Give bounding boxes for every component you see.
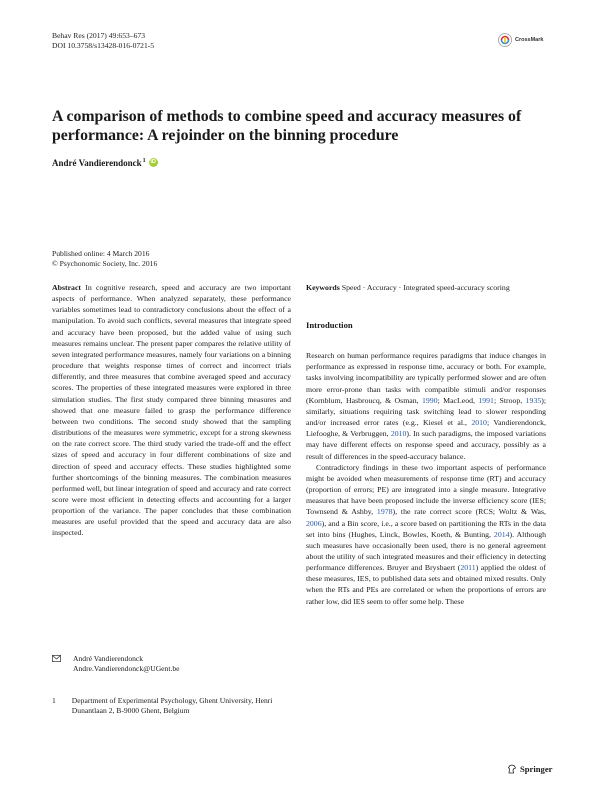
text-run: ), and a Bin score, i.e., a score based on partitioning the RTs in the data set into bins (Hughes, Linck, Bowles, Koeth, & Bunting, (306, 518, 546, 539)
right-column (306, 282, 546, 607)
text-run: ). Although such measures have occasionally been used, there is no general agreement about the utility of such integrated measures and their efficiency in detecting performance differences. Bruyer and Brysbaert ( (306, 529, 546, 573)
abstract-text: In cognitive research, speed and accuracy are two important aspects of performance. When analyzed separately, these performance variables sometimes lead to contradictory conclusions about the effect of a manipulation. To avoid such conflicts, several measures that integrate speed and accuracy have been proposed, but the added value of using such measures remains unclear. The present paper compares the relative utility of seven integrated performance measures, namely four variations on a binning procedure that weights response times of correct and incorrect trials differently, and three measures that combine averaged speed and accuracy scores. The properties of these integrated measures were explored in three simulation studies. The first study compared three binning measures and showed that one measure failed to grasp the performance difference between two conditions. The second study showed that the sampling distributions of the measures were symmetric, except for a strong skewness on the rate correct score. The third study varied the trade-off and the effect sizes of speed and accuracy in four different combinations of size and direction of speed and accuracy effects. These studies highlighted some further shortcomings of the binning measures. The combination measures performed well, but linear integration of speed and accuracy and rate correct score were most efficient in detecting effects and accounting for a larger proportion of the variance. The paper concludes that these combination measures are useful provided that the speed and accuracy data are also inspected. (52, 283, 291, 538)
citation-link[interactable]: 1990 (421, 395, 438, 405)
affiliation-text: Department of Experimental Psychology, Ghent University, Henri Dunantlaan 2, B-9000 Ghent, Belgium (71, 696, 273, 715)
citation-link[interactable]: 2011 (460, 563, 476, 573)
envelope-icon (52, 655, 61, 662)
publication-info (52, 249, 302, 268)
keywords (306, 282, 546, 293)
text-run: ), the rate correct score (RCS; Woltz & Was, (392, 507, 547, 517)
published-date: Published online: 4 March 2016 (52, 249, 150, 258)
citation-link[interactable]: 2006 (306, 518, 322, 528)
doi[interactable]: DOI 10.3758/s13428-016-0721-5 (52, 40, 155, 50)
springer-wordmark: Springer (520, 764, 553, 774)
paper-title: A comparison of methods to combine speed and accuracy measures of performance: A rejoinder on the binning procedure (52, 108, 522, 144)
citation-link[interactable]: 1991 (478, 395, 494, 405)
affiliation-number: 1 (52, 696, 56, 706)
author-affiliation-marker: 1 (142, 158, 146, 164)
keywords-label: Keywords (306, 283, 340, 292)
citation-link[interactable]: 1978 (376, 507, 393, 517)
section-heading-introduction: Introduction (306, 320, 353, 331)
text-run: ); similarly, situations requiring task switching lead to slower responding and/or increased error rates (e.g., Kiesel et al., (306, 395, 546, 428)
left-column (52, 282, 291, 539)
text-run: ). In such paradigms, the imposed variations may have different effects on response speed and accuracy, possibly as a result of differences in the speed-accuracy balance. (306, 429, 546, 461)
intro-paragraph-2 (306, 462, 546, 607)
contact-email[interactable]: Andre.Vandierendonck@UGent.be (73, 663, 180, 673)
abstract-label: Abstract (52, 283, 82, 292)
springer-logo (507, 764, 552, 774)
text-run: ; Stroop, (493, 395, 526, 405)
citation-link[interactable]: 2010 (390, 429, 407, 439)
orcid-icon[interactable]: iD (150, 159, 156, 165)
author-name: André Vandierendonck (52, 158, 142, 168)
text-run: Research on human performance requires paradigms that induce changes in performance as expressed in response time, accuracy or both. For example, tasks involving incompatibility are typically performed slower and are often more error-prone than tasks with compatible stimuli and/or responses (Kornblum, Hasbroucq, & Osman, (306, 351, 546, 405)
text-run: ; Vandierendonck, Liefooghe, & Verbruggen, (306, 418, 546, 439)
citation-link[interactable]: 2010 (471, 418, 487, 428)
crossmark-label: CrossMark (515, 37, 544, 43)
crossmark-badge[interactable] (498, 32, 556, 48)
crossmark-icon (498, 33, 512, 47)
intro-paragraph-1 (306, 350, 546, 462)
springer-horse-icon (507, 764, 517, 774)
text-run: ; MacLeod, (437, 395, 479, 405)
copyright: © Psychonomic Society, Inc. 2016 (52, 258, 158, 268)
citation-link[interactable]: 2014 (493, 529, 510, 539)
keywords-text: Speed · Accuracy · Integrated speed-accuracy scoring (341, 283, 510, 292)
journal-citation: Behav Res (2017) 49:653–673 (52, 31, 146, 40)
abstract (52, 282, 291, 539)
contact-name: André Vandierendonck (73, 654, 144, 663)
citation-link[interactable]: 1935 (525, 395, 542, 405)
text-run: ) applied the oldest of these measures, IES, to published data sets and obtained mixed results. Only when the RTs and PEs are correlated or when the proportions of errors are rather low, did IES seem to offer some help. These (306, 563, 546, 606)
journal-info (52, 31, 252, 50)
affiliation-footnote (52, 696, 291, 715)
text-run: Contradictory findings in these two important aspects of performance might be avoided when measurements of response time (RT) and accuracy (proportion of errors; PE) are integrated into a single measure. Integrative measures that have been proposed include the inverse efficiency score (IES; Townsend & Ashby, (306, 462, 546, 517)
correspondence (52, 654, 291, 673)
footnotes (52, 654, 291, 715)
author-line (52, 158, 352, 168)
